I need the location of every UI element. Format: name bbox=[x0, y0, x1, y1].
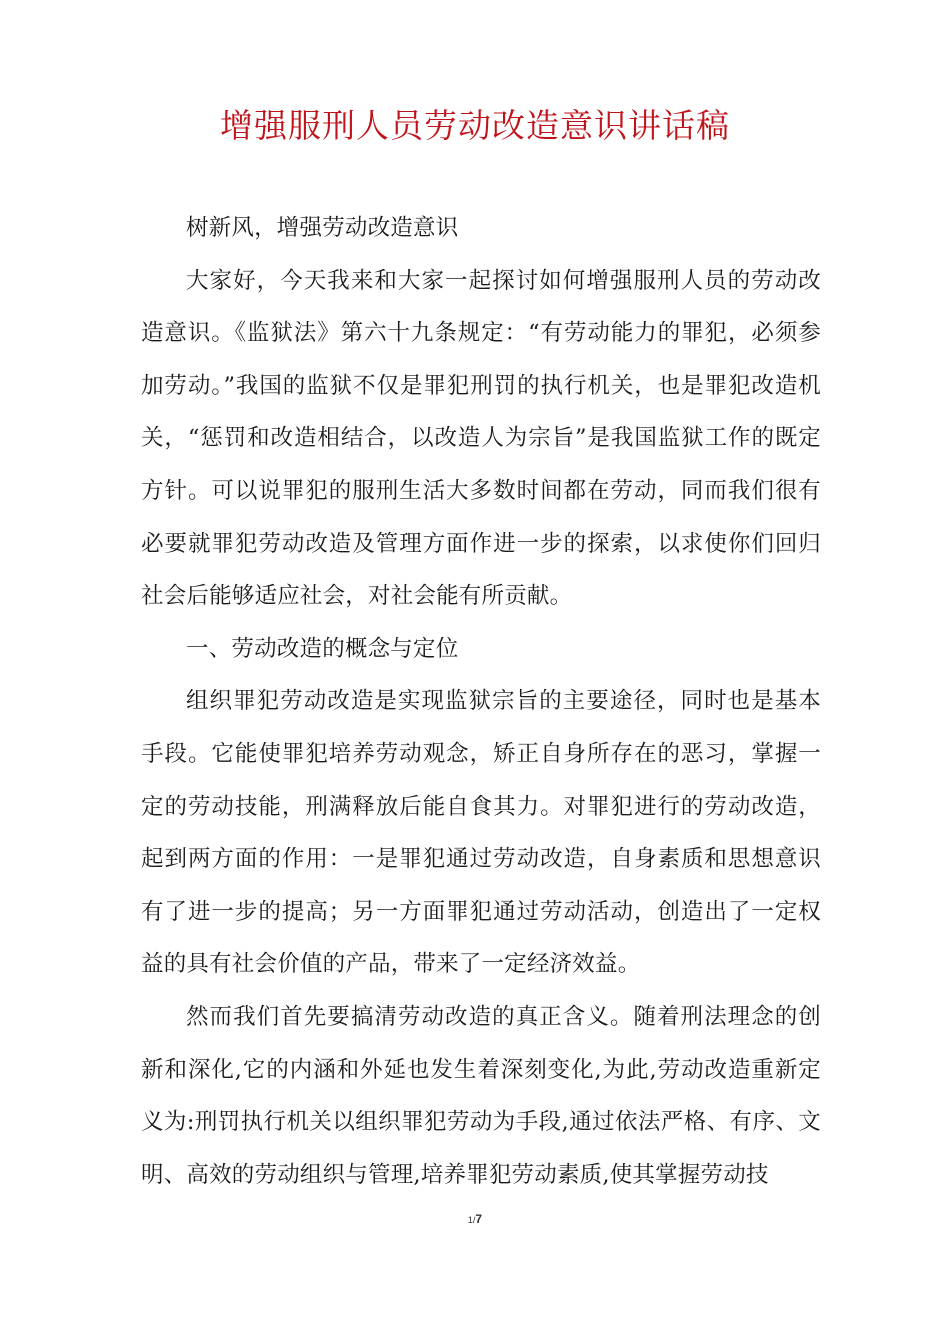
paragraph-definition: 然而我们首先要搞清劳动改造的真正含义。随着刑法理念的创新和深化,它的内涵和外延也发生着深刻变化,为此,劳动改造重新定义为:刑罚执行机关以组织罪犯劳动为手段,通过依法严格、有序、文明、高效的劳动组织与管理,培养罪犯劳动素质,使其掌握劳动技 bbox=[141, 1003, 821, 1188]
document-title: 增强服刑人员劳动改造意识讲话稿 bbox=[220, 106, 730, 145]
paragraph-concept: 组织罪犯劳动改造是实现监狱宗旨的主要途径，同时也是基本手段。它能使罪犯培养劳动观念，矫正自身所存在的恶习，掌握一定的劳动技能，刑满释放后能自食其力。对罪犯进行的劳动改造，起到两方面的作用：一是罪犯通过劳动改造，自身素质和思想意识有了进一步的提高；另一方面罪犯通过劳动活动，创造出了一定权益的具有社会价值的产品，带来了一定经济效益。 bbox=[141, 688, 821, 978]
page-number bbox=[0, 1212, 950, 1226]
subtitle-line: 树新风，增强劳动改造意识 bbox=[186, 215, 459, 241]
page-separator: / bbox=[472, 1215, 476, 1225]
document-body bbox=[141, 202, 821, 1201]
current-page-number: 1 bbox=[467, 1215, 473, 1225]
paragraph-intro: 大家好，今天我来和大家一起探讨如何增强服刑人员的劳动改造意识。《监狱法》第六十九条规定：“有劳动能力的罪犯，必须参加劳动。”我国的监狱不仅是罪犯刑罚的执行机关，也是罪犯改造机关，“惩罚和改造相结合，以改造人为宗旨”是我国监狱工作的既定方针。可以说罪犯的服刑生活大多数时间都在劳动，同而我们很有必要就罪犯劳动改造及管理方面作进一步的探索，以求使你们回归社会后能够适应社会，对社会能有所贡献。 bbox=[141, 267, 821, 610]
total-pages-number: 7 bbox=[475, 1212, 483, 1226]
section-heading-1: 一、劳动改造的概念与定位 bbox=[186, 635, 459, 662]
